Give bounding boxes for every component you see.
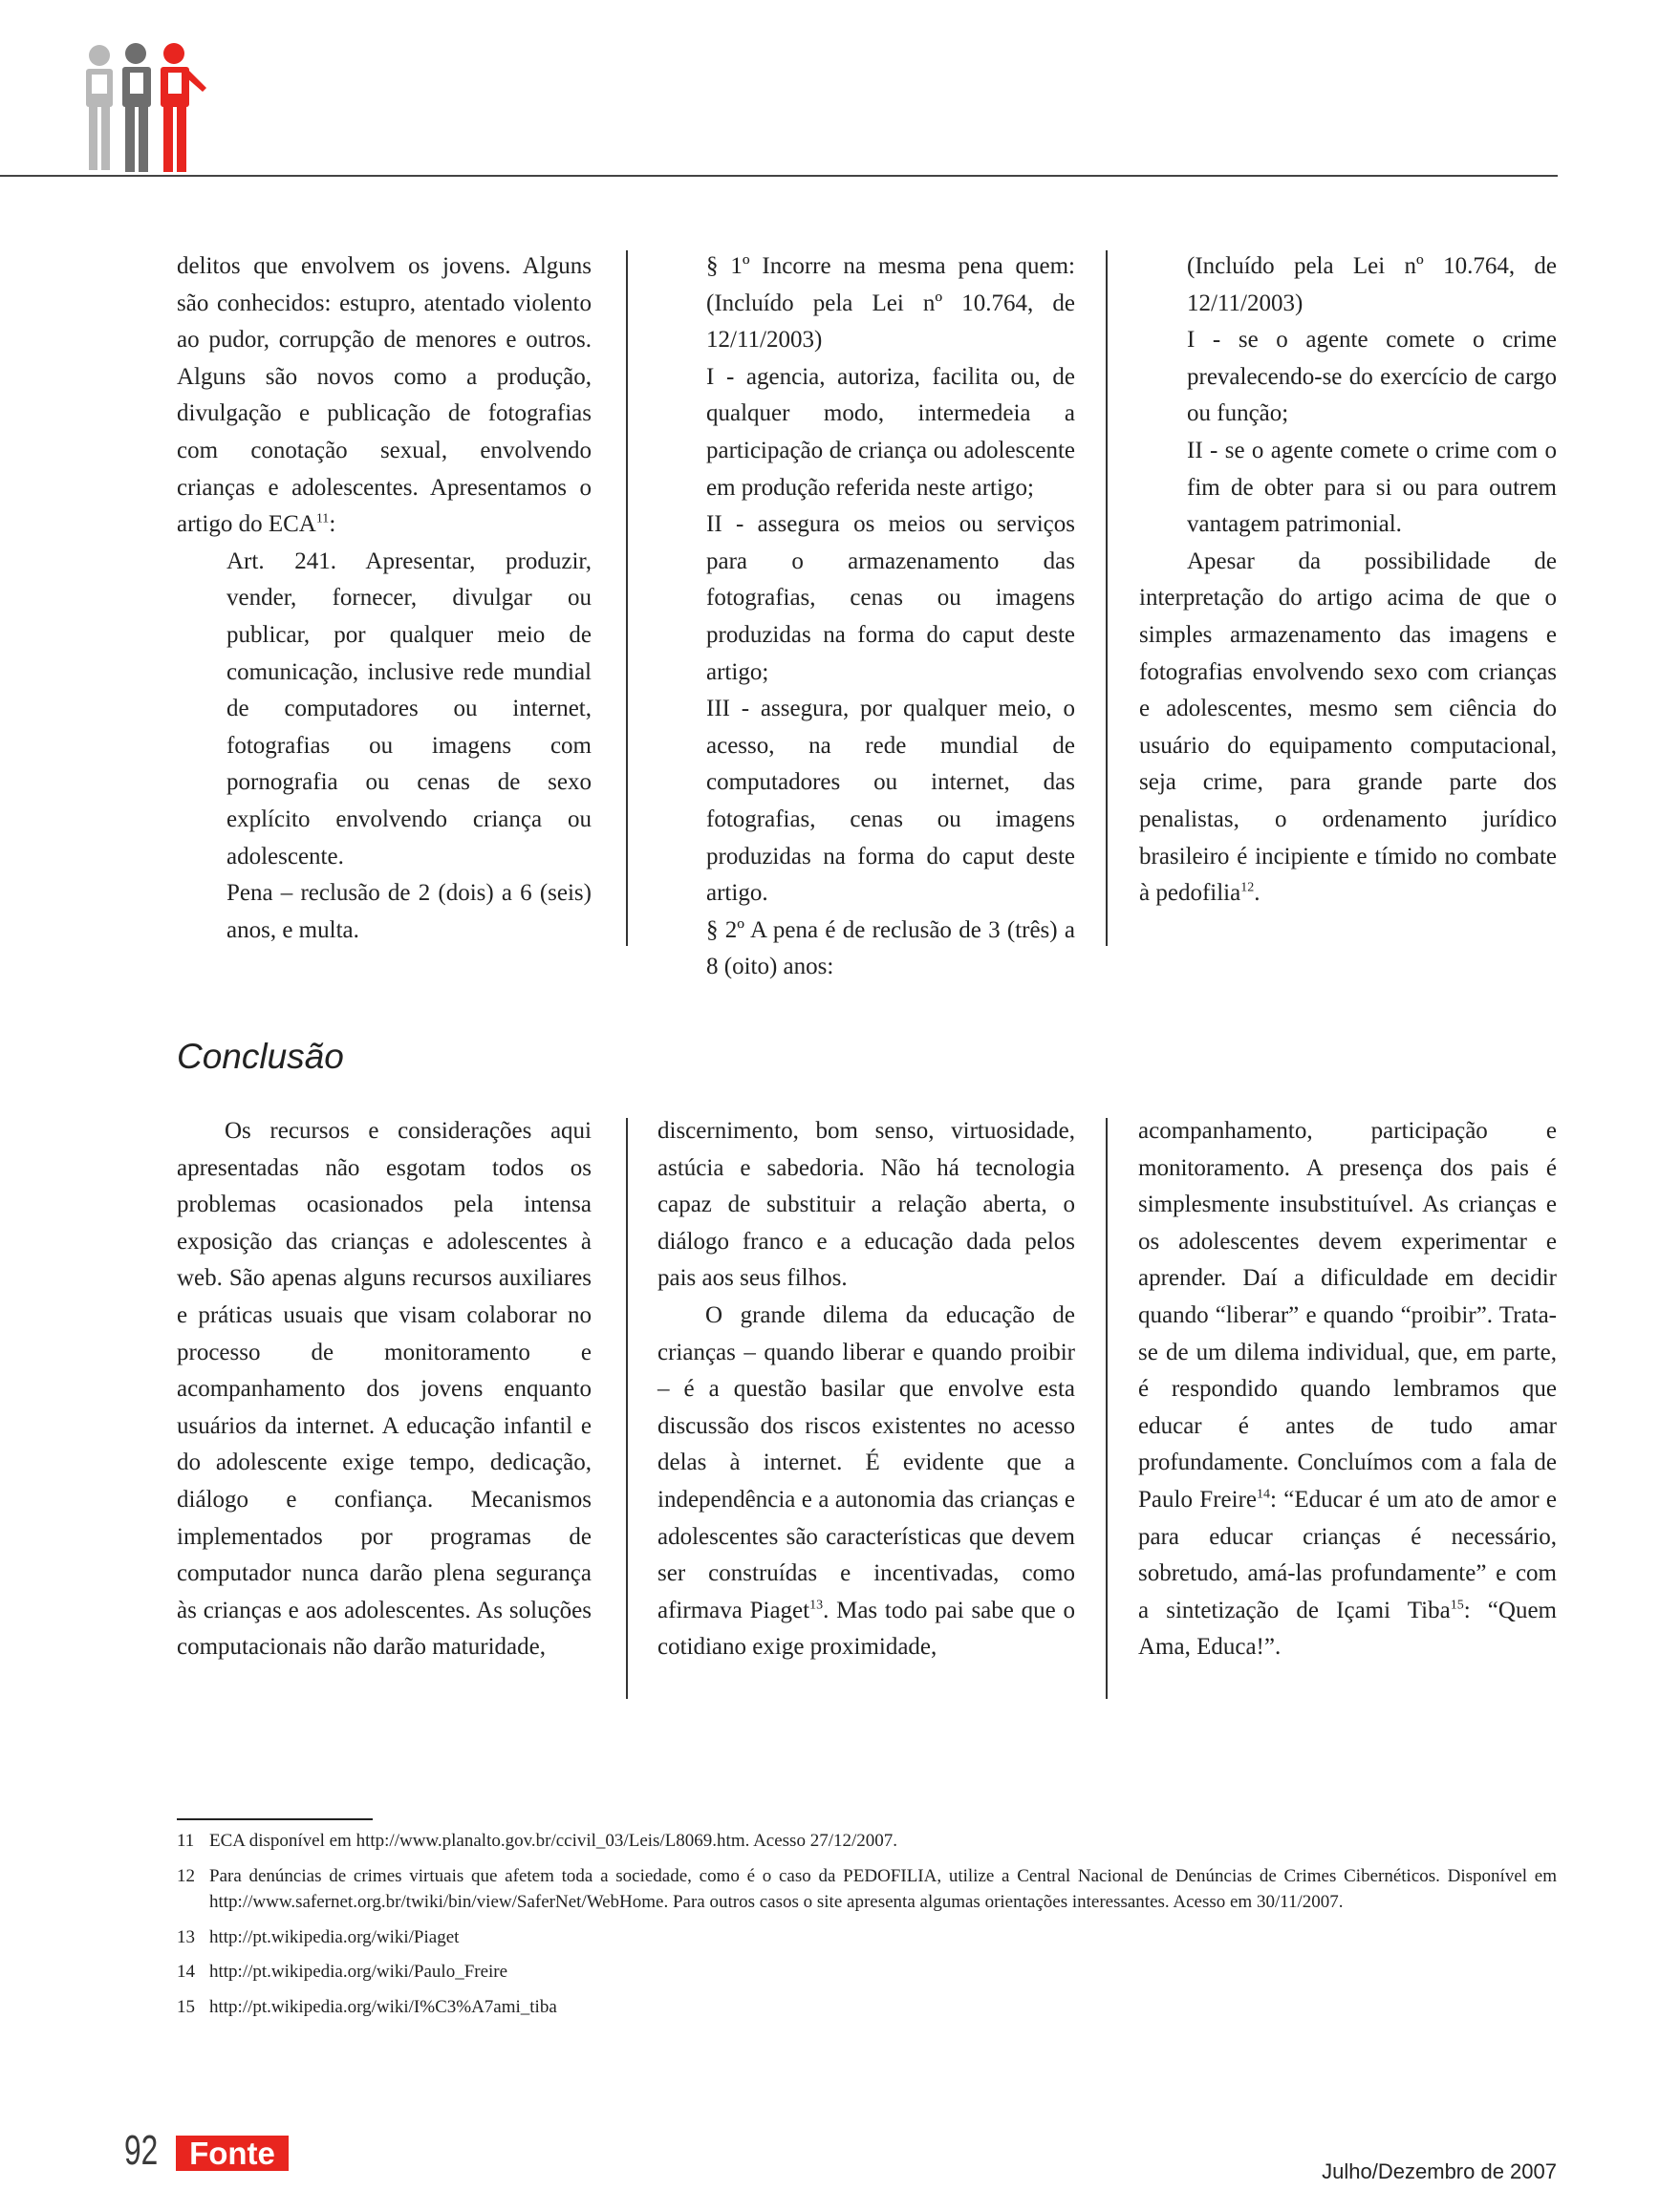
page-number: 92 <box>124 2127 159 2174</box>
article-column-3 <box>1139 248 1557 913</box>
footnote-ref: 13 <box>809 1598 824 1613</box>
article-column-2 <box>706 248 1075 986</box>
item-ii: II - assegura os meios ou serviços para o armazenamento das fotografias, cenas ou imagens produzidas na forma do caput deste artigo; <box>706 511 1075 685</box>
article-241-text: Art. 241. Apresentar, produzir, vender, fornecer, divulgar ou publicar, por qualquer meio de comunicação, inclusive rede mundial de computadores ou internet, fotografias ou imagens com pornografia ou cenas de sexo explícito envolvendo criança ou adolescente. <box>226 548 592 870</box>
column-divider <box>626 250 628 946</box>
footnote: 15 http://pt.wikipedia.org/wiki/I%C3%A7ami_tiba <box>177 1996 557 2017</box>
intro-paragraph: delitos que envolvem os jovens. Alguns são conhecidos: estupro, atentado violento ao pudor, corrupção de menores e outros. Alguns são novos como a produção, divulgação e publicação de fotografias com conotação sexual, envolvendo crianças e adolescentes. Apresentamos o artigo do ECA$^{11}$: <box>177 253 592 538</box>
issue-date: Julho/Dezembro de 2007 <box>1322 2159 1557 2183</box>
section-heading: Conclusão <box>177 1037 344 1076</box>
conclusion-paragraph: discernimento, bom senso, virtuosidade, astúcia e sabedoria. Não há tecnologia capaz de substituir a relação aberta, o diálogo franco e a educação dada pelos pais aos seus filhos. <box>657 1118 1075 1292</box>
conclusion-column-1 <box>177 1113 592 1666</box>
footnote-ref: 14 <box>1257 1487 1270 1502</box>
column-divider <box>1106 250 1108 946</box>
item-i: I - agencia, autoriza, facilita ou, de qualquer modo, intermedeia a participação de criança ou adolescente em produção referida neste artigo; <box>706 363 1075 501</box>
conclusion-column-2 <box>657 1113 1075 1666</box>
conclusion-paragraph: O grande dilema da educação de crianças – quando liberar e quando proibir – é a questão basilar que envolve esta discussão dos riscos existentes no acesso delas à internet. É evidente que a independência e a autonomia das crianças e adolescentes são características que devem ser construídas e incentivadas, como afirmava Piaget$^{13}$. Mas todo pai sabe que o cotidiano exige proximidade, <box>657 1301 1075 1661</box>
item-iii: III - assegura, por qualquer meio, o acesso, na rede mundial de computadores ou internet, das fotografias, cenas ou imagens produzidas na forma do caput deste artigo. <box>706 696 1075 907</box>
footnotes <box>177 1828 1557 2029</box>
fonte-logo: Fonte <box>176 2136 289 2171</box>
footnote: 14 http://pt.wikipedia.org/wiki/Paulo_Freire <box>177 1962 508 1982</box>
footnote-ref: 12 <box>1240 880 1255 895</box>
paragraph-1: § 1º Incorre na mesma pena quem: (Incluído pela Lei nº 10.764, de 12/11/2003) <box>706 253 1075 354</box>
footnote: 13 http://pt.wikipedia.org/wiki/Piaget <box>177 1926 460 1947</box>
footnote: 11 ECA disponível em http://www.planalto.gov.br/ccivil_03/Leis/L8069.htm. Acesso 27/12/2007. <box>177 1831 897 1851</box>
people-figures-logo <box>78 42 222 176</box>
comment-paragraph: Apesar da possibilidade de interpretação do artigo acima de que o simples armazenamento das imagens e fotografias envolvendo sexo com crianças e adolescentes, mesmo sem ciência do usuário do equipamento computacional, seja crime, para grande parte dos penalistas, o ordenamento jurídico brasileiro é incipiente e tímido no combate à pedofilia$^{12}$. <box>1139 548 1557 907</box>
footnote: 12 Para denúncias de crimes virtuais que afetem toda a sociedade, como é o caso da PEDOFILIA, utilize a Central Nacional de Denúncias de Crimes Cibernéticos. Disponível em http://www.safernet.org.br/twiki/bin/view/SaferNet/WebHome. Para outros casos o site apresenta algumas orientações interessantes. Acesso em 30/11/2007. <box>177 1865 1557 1912</box>
article-penalty: Pena – reclusão de 2 (dois) a 6 (seis) anos, e multa. <box>226 880 592 943</box>
article-column-1 <box>177 248 592 949</box>
paragraph-2: § 2º A pena é de reclusão de 3 (três) a 8 (oito) anos: <box>706 916 1075 980</box>
footnote-ref: 15 <box>1450 1598 1464 1613</box>
conclusion-paragraph: acompanhamento, participação e monitoramento. A presença dos pais é simplesmente insubstituível. As crianças e os adolescentes devem experimentar e aprender. Daí a dificuldade em decidir quando “liberar” e quando “proibir”. Trata-se de um dilema individual, que, em parte, é respondido quando lembramos que educar é antes de tudo amar profundamente. Concluímos com a fala de Paulo Freire$^{14}$: “Educar é um ato de amor e para educar crianças é necessário, sobretudo, amá-las profundamente” e com a sintetização de Içami Tiba$^{15}$: “Quem Ama, Educa!”. <box>1138 1118 1557 1661</box>
item-i: I - se o agente comete o crime prevalecendo-se do exercício de cargo ou função; <box>1187 327 1557 427</box>
header-rule <box>0 175 1558 177</box>
item-ii: II - se o agente comete o crime com o fim de obter para si ou para outrem vantagem patrimonial. <box>1187 437 1557 538</box>
conclusion-column-3 <box>1138 1113 1557 1666</box>
column-divider <box>626 1118 628 1699</box>
footnote-rule <box>177 1818 373 1820</box>
column-divider <box>1106 1118 1108 1699</box>
conclusion-paragraph: Os recursos e considerações aqui apresentadas não esgotam todos os problemas ocasionados pela intensa exposição das crianças e adolescentes à web. São apenas alguns recursos auxiliares e práticas usuais que visam colaborar no processo de monitoramento e acompanhamento dos jovens enquanto usuários da internet. A educação infantil e do adolescente exige tempo, dedicação, diálogo e confiança. Mecanismos implementados por programas de computador nunca darão plena segurança às crianças e aos adolescentes. As soluções computacionais não darão maturidade, <box>177 1118 592 1661</box>
footnote-ref: 11 <box>315 511 330 526</box>
law-reference: (Incluído pela Lei nº 10.764, de 12/11/2003) <box>1187 253 1557 316</box>
